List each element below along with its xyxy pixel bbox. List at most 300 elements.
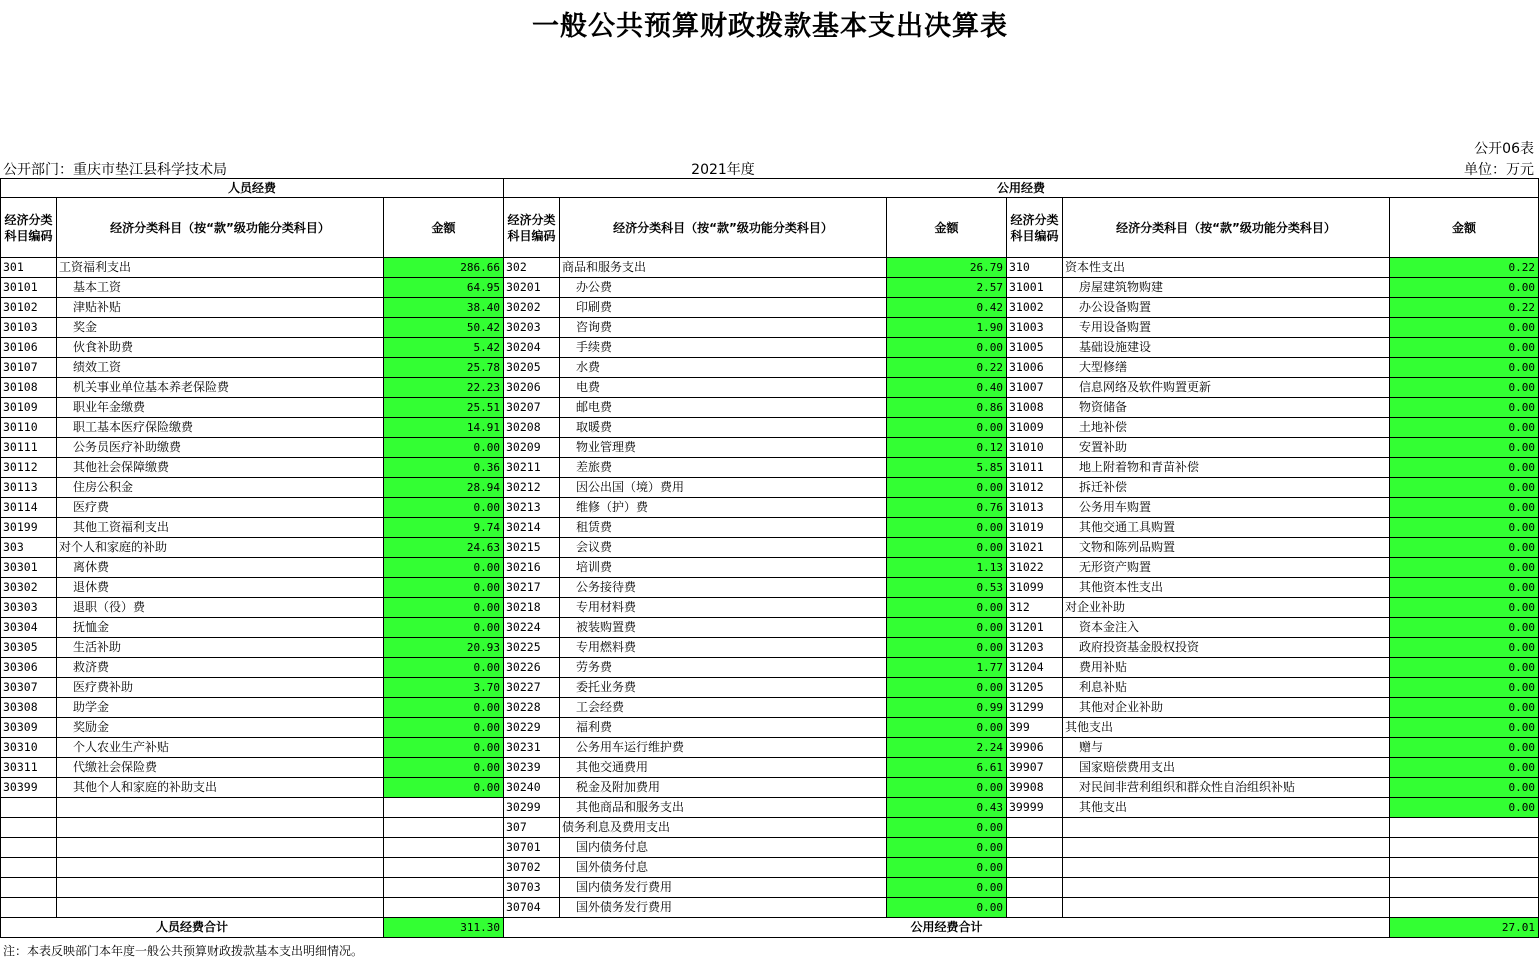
- item-name: 其他对企业补助: [1063, 698, 1390, 718]
- item-name: 专用材料费: [560, 598, 887, 618]
- item-code: 31204: [1007, 658, 1063, 678]
- item-code: 39906: [1007, 738, 1063, 758]
- item-code: 30106: [1, 338, 57, 358]
- table-row: [1, 298, 1539, 318]
- table-row: [1, 598, 1539, 618]
- item-amount: 0.00: [1390, 458, 1539, 478]
- item-name: 基础设施建设: [1063, 338, 1390, 358]
- item-code: 30202: [504, 298, 560, 318]
- item-code: 30208: [504, 418, 560, 438]
- item-name: 公务接待费: [560, 578, 887, 598]
- item-name: 会议费: [560, 538, 887, 558]
- item-code: 30228: [504, 698, 560, 718]
- item-name: 租赁费: [560, 518, 887, 538]
- item-name: 劳务费: [560, 658, 887, 678]
- item-name: 地上附着物和青苗补偿: [1063, 458, 1390, 478]
- item-name: 大型修缮: [1063, 358, 1390, 378]
- table-row: [1, 418, 1539, 438]
- item-amount: 0.76: [887, 498, 1007, 518]
- item-name: 因公出国（境）费用: [560, 478, 887, 498]
- empty-cell: [384, 898, 504, 918]
- item-name: 商品和服务支出: [560, 258, 887, 278]
- item-code: 30303: [1, 598, 57, 618]
- item-amount: 0.00: [1390, 578, 1539, 598]
- empty-cell: [1, 878, 57, 898]
- item-name: 救济费: [57, 658, 384, 678]
- item-code: 31001: [1007, 278, 1063, 298]
- item-name: 物业管理费: [560, 438, 887, 458]
- item-name: 退休费: [57, 578, 384, 598]
- item-code: 31203: [1007, 638, 1063, 658]
- col-header-amount: 金额: [887, 198, 1007, 258]
- item-amount: 22.23: [384, 378, 504, 398]
- item-amount: 2.57: [887, 278, 1007, 298]
- item-name: 助学金: [57, 698, 384, 718]
- table-row: [1, 618, 1539, 638]
- empty-cell: [57, 818, 384, 838]
- empty-cell: [57, 878, 384, 898]
- item-code: 30110: [1, 418, 57, 438]
- item-code: 30309: [1, 718, 57, 738]
- item-name: 其他交通费用: [560, 758, 887, 778]
- table-row: [1, 318, 1539, 338]
- item-code: 312: [1007, 598, 1063, 618]
- item-name: 办公费: [560, 278, 887, 298]
- table-row: [1, 758, 1539, 778]
- item-amount: 0.00: [384, 578, 504, 598]
- table-row: [1, 578, 1539, 598]
- item-code: 30101: [1, 278, 57, 298]
- item-code: 30701: [504, 838, 560, 858]
- item-code: 30704: [504, 898, 560, 918]
- item-code: 30108: [1, 378, 57, 398]
- item-code: 31299: [1007, 698, 1063, 718]
- item-amount: 0.42: [887, 298, 1007, 318]
- empty-cell: [384, 818, 504, 838]
- item-name: 对企业补助: [1063, 598, 1390, 618]
- item-amount: 0.00: [1390, 718, 1539, 738]
- item-name: 文物和陈列品购置: [1063, 538, 1390, 558]
- item-name: 水费: [560, 358, 887, 378]
- item-code: 31011: [1007, 458, 1063, 478]
- item-name: 手续费: [560, 338, 887, 358]
- item-code: 31099: [1007, 578, 1063, 598]
- personnel-total-value: 311.30: [384, 918, 504, 938]
- item-amount: 0.00: [1390, 558, 1539, 578]
- item-name: 房屋建筑物购建: [1063, 278, 1390, 298]
- item-code: 30229: [504, 718, 560, 738]
- item-name: 其他支出: [1063, 798, 1390, 818]
- col-header-code: 经济分类科目编码: [1007, 198, 1063, 258]
- item-amount: 0.00: [1390, 378, 1539, 398]
- public-total-label: 公用经费合计: [504, 918, 1390, 938]
- table-row: [1, 398, 1539, 418]
- col-header-code: 经济分类科目编码: [504, 198, 560, 258]
- empty-cell: [1390, 898, 1539, 918]
- item-amount: 0.00: [887, 678, 1007, 698]
- empty-cell: [1, 798, 57, 818]
- item-name: 债务利息及费用支出: [560, 818, 887, 838]
- item-amount: 0.00: [384, 718, 504, 738]
- item-amount: 0.00: [887, 778, 1007, 798]
- empty-cell: [384, 838, 504, 858]
- empty-cell: [1, 858, 57, 878]
- item-code: 30207: [504, 398, 560, 418]
- item-name: 离休费: [57, 558, 384, 578]
- item-code: 31006: [1007, 358, 1063, 378]
- item-name: 土地补偿: [1063, 418, 1390, 438]
- item-name: 国外债务发行费用: [560, 898, 887, 918]
- item-name: 政府投资基金股权投资: [1063, 638, 1390, 658]
- item-name: 办公设备购置: [1063, 298, 1390, 318]
- item-name: 津贴补贴: [57, 298, 384, 318]
- item-amount: 14.91: [384, 418, 504, 438]
- item-code: 30214: [504, 518, 560, 538]
- item-name: 机关事业单位基本养老保险费: [57, 378, 384, 398]
- fiscal-year: 2021年度: [691, 162, 755, 178]
- item-name: 对个人和家庭的补助: [57, 538, 384, 558]
- item-code: 39908: [1007, 778, 1063, 798]
- item-amount: 0.40: [887, 378, 1007, 398]
- item-code: 399: [1007, 718, 1063, 738]
- table-row: [1, 358, 1539, 378]
- item-amount: 5.42: [384, 338, 504, 358]
- public-total-value: 27.01: [1390, 918, 1539, 938]
- table-row: [1, 718, 1539, 738]
- item-code: 30113: [1, 478, 57, 498]
- item-code: 30231: [504, 738, 560, 758]
- empty-cell: [1390, 818, 1539, 838]
- item-name: 医疗费: [57, 498, 384, 518]
- item-name: 福利费: [560, 718, 887, 738]
- item-amount: 0.99: [887, 698, 1007, 718]
- item-code: 30199: [1, 518, 57, 538]
- item-amount: 0.00: [1390, 278, 1539, 298]
- item-name: 公务员医疗补助缴费: [57, 438, 384, 458]
- item-name: 委托业务费: [560, 678, 887, 698]
- item-name: 拆迁补偿: [1063, 478, 1390, 498]
- item-code: 301: [1, 258, 57, 278]
- item-amount: 0.36: [384, 458, 504, 478]
- empty-cell: [1063, 818, 1390, 838]
- item-name: 物资储备: [1063, 398, 1390, 418]
- item-name: 被装购置费: [560, 618, 887, 638]
- item-code: 30114: [1, 498, 57, 518]
- item-name: 赠与: [1063, 738, 1390, 758]
- item-code: 30227: [504, 678, 560, 698]
- empty-cell: [1007, 878, 1063, 898]
- item-amount: 0.22: [1390, 298, 1539, 318]
- table-row: [1, 678, 1539, 698]
- item-name: 绩效工资: [57, 358, 384, 378]
- item-amount: 0.00: [1390, 538, 1539, 558]
- item-name: 差旅费: [560, 458, 887, 478]
- item-amount: 0.00: [1390, 618, 1539, 638]
- item-name: 退职（役）费: [57, 598, 384, 618]
- item-name: 伙食补助费: [57, 338, 384, 358]
- item-amount: 0.00: [384, 738, 504, 758]
- item-code: 30107: [1, 358, 57, 378]
- item-name: 公务用车购置: [1063, 498, 1390, 518]
- item-name: 其他工资福利支出: [57, 518, 384, 538]
- col-header-name: 经济分类科目（按“款”级功能分类科目）: [1063, 198, 1390, 258]
- empty-cell: [384, 858, 504, 878]
- empty-cell: [1, 818, 57, 838]
- table-row: [1, 878, 1539, 898]
- item-code: 30103: [1, 318, 57, 338]
- item-amount: 0.00: [384, 658, 504, 678]
- item-code: 31005: [1007, 338, 1063, 358]
- item-amount: 0.00: [887, 878, 1007, 898]
- item-amount: 3.70: [384, 678, 504, 698]
- empty-cell: [1390, 878, 1539, 898]
- item-name: 其他交通工具购置: [1063, 518, 1390, 538]
- item-name: 公务用车运行维护费: [560, 738, 887, 758]
- item-amount: 0.00: [887, 338, 1007, 358]
- item-amount: 0.00: [384, 498, 504, 518]
- table-row: [1, 498, 1539, 518]
- item-amount: 9.74: [384, 518, 504, 538]
- item-code: 30311: [1, 758, 57, 778]
- item-code: 31021: [1007, 538, 1063, 558]
- footnote: 注：本表反映部门本年度一般公共预算财政拨款基本支出明细情况。: [3, 944, 364, 958]
- col-header-amount: 金额: [384, 198, 504, 258]
- item-amount: 0.00: [1390, 418, 1539, 438]
- item-amount: 0.00: [1390, 678, 1539, 698]
- item-amount: 0.00: [384, 698, 504, 718]
- item-code: 30301: [1, 558, 57, 578]
- item-amount: 1.77: [887, 658, 1007, 678]
- empty-cell: [384, 878, 504, 898]
- item-name: 专用设备购置: [1063, 318, 1390, 338]
- item-amount: 25.78: [384, 358, 504, 378]
- empty-cell: [1007, 838, 1063, 858]
- section-personnel: 人员经费: [1, 179, 504, 198]
- table-row: [1, 638, 1539, 658]
- table-row: [1, 378, 1539, 398]
- item-code: 30111: [1, 438, 57, 458]
- item-name: 其他商品和服务支出: [560, 798, 887, 818]
- item-amount: 0.00: [1390, 638, 1539, 658]
- empty-cell: [57, 838, 384, 858]
- item-amount: 25.51: [384, 398, 504, 418]
- item-amount: 0.00: [887, 818, 1007, 838]
- item-code: 30109: [1, 398, 57, 418]
- item-amount: 0.00: [887, 718, 1007, 738]
- item-amount: 0.86: [887, 398, 1007, 418]
- empty-cell: [384, 798, 504, 818]
- item-amount: 0.00: [1390, 358, 1539, 378]
- table-row: [1, 898, 1539, 918]
- item-code: 303: [1, 538, 57, 558]
- form-number: 公开06表: [1474, 141, 1534, 157]
- item-code: 30216: [504, 558, 560, 578]
- item-amount: 0.00: [887, 898, 1007, 918]
- item-code: 30212: [504, 478, 560, 498]
- item-amount: 0.53: [887, 578, 1007, 598]
- item-code: 31003: [1007, 318, 1063, 338]
- item-code: 30304: [1, 618, 57, 638]
- expenditure-table: [0, 178, 1539, 938]
- col-header-name: 经济分类科目（按“款”级功能分类科目）: [57, 198, 384, 258]
- item-code: 31201: [1007, 618, 1063, 638]
- item-name: 个人农业生产补贴: [57, 738, 384, 758]
- item-code: 39999: [1007, 798, 1063, 818]
- item-code: 302: [504, 258, 560, 278]
- item-name: 资本性支出: [1063, 258, 1390, 278]
- item-code: 30102: [1, 298, 57, 318]
- empty-cell: [1063, 898, 1390, 918]
- item-name: 工会经费: [560, 698, 887, 718]
- item-name: 对民间非营利组织和群众性自治组织补贴: [1063, 778, 1390, 798]
- item-code: 30307: [1, 678, 57, 698]
- item-name: 邮电费: [560, 398, 887, 418]
- table-row: [1, 698, 1539, 718]
- item-name: 其他支出: [1063, 718, 1390, 738]
- item-code: 30702: [504, 858, 560, 878]
- item-name: 税金及附加费用: [560, 778, 887, 798]
- item-amount: 0.00: [1390, 338, 1539, 358]
- item-code: 31013: [1007, 498, 1063, 518]
- item-amount: 28.94: [384, 478, 504, 498]
- table-row: [1, 778, 1539, 798]
- item-amount: 1.13: [887, 558, 1007, 578]
- item-name: 基本工资: [57, 278, 384, 298]
- empty-cell: [57, 898, 384, 918]
- item-amount: 1.90: [887, 318, 1007, 338]
- item-amount: 0.00: [1390, 498, 1539, 518]
- table-row: [1, 518, 1539, 538]
- item-code: 30703: [504, 878, 560, 898]
- item-code: 31022: [1007, 558, 1063, 578]
- item-code: 30213: [504, 498, 560, 518]
- item-name: 资本金注入: [1063, 618, 1390, 638]
- item-amount: 0.00: [384, 778, 504, 798]
- item-code: 30112: [1, 458, 57, 478]
- item-amount: 0.00: [887, 638, 1007, 658]
- item-code: 30211: [504, 458, 560, 478]
- item-name: 职工基本医疗保险缴费: [57, 418, 384, 438]
- item-name: 国外债务付息: [560, 858, 887, 878]
- item-code: 310: [1007, 258, 1063, 278]
- item-amount: 0.00: [1390, 478, 1539, 498]
- empty-cell: [1390, 838, 1539, 858]
- item-name: 代缴社会保险费: [57, 758, 384, 778]
- empty-cell: [57, 798, 384, 818]
- item-code: 31205: [1007, 678, 1063, 698]
- item-name: 信息网络及软件购置更新: [1063, 378, 1390, 398]
- item-amount: 0.00: [887, 518, 1007, 538]
- item-code: 30215: [504, 538, 560, 558]
- empty-cell: [1, 898, 57, 918]
- item-code: 31009: [1007, 418, 1063, 438]
- item-code: 30203: [504, 318, 560, 338]
- table-row: [1, 538, 1539, 558]
- empty-cell: [1063, 838, 1390, 858]
- item-name: 抚恤金: [57, 618, 384, 638]
- item-amount: 0.00: [384, 618, 504, 638]
- item-name: 费用补贴: [1063, 658, 1390, 678]
- item-amount: 0.00: [1390, 438, 1539, 458]
- item-code: 307: [504, 818, 560, 838]
- item-name: 住房公积金: [57, 478, 384, 498]
- department-label: 公开部门：重庆市垫江县科学技术局: [3, 162, 227, 178]
- item-code: 30305: [1, 638, 57, 658]
- item-code: 31012: [1007, 478, 1063, 498]
- item-code: 30206: [504, 378, 560, 398]
- item-name: 国内债务付息: [560, 838, 887, 858]
- table-row: [1, 458, 1539, 478]
- item-name: 国家赔偿费用支出: [1063, 758, 1390, 778]
- table-row: [1, 858, 1539, 878]
- item-code: 30201: [504, 278, 560, 298]
- empty-cell: [1390, 858, 1539, 878]
- table-row: [1, 738, 1539, 758]
- item-amount: 0.00: [887, 618, 1007, 638]
- item-code: 30240: [504, 778, 560, 798]
- item-amount: 0.00: [1390, 798, 1539, 818]
- item-amount: 0.00: [887, 478, 1007, 498]
- item-amount: 0.00: [1390, 738, 1539, 758]
- empty-cell: [1, 838, 57, 858]
- item-name: 医疗费补助: [57, 678, 384, 698]
- item-amount: 0.00: [887, 858, 1007, 878]
- item-name: 职业年金缴费: [57, 398, 384, 418]
- col-header-name: 经济分类科目（按“款”级功能分类科目）: [560, 198, 887, 258]
- item-name: 工资福利支出: [57, 258, 384, 278]
- table-row: [1, 278, 1539, 298]
- table-row: [1, 438, 1539, 458]
- item-name: 国内债务发行费用: [560, 878, 887, 898]
- item-amount: 0.00: [887, 538, 1007, 558]
- table-row: [1, 798, 1539, 818]
- col-header-amount: 金额: [1390, 198, 1539, 258]
- item-code: 30205: [504, 358, 560, 378]
- item-amount: 64.95: [384, 278, 504, 298]
- personnel-total-label: 人员经费合计: [1, 918, 384, 938]
- section-public: 公用经费: [504, 179, 1539, 198]
- table-row: [1, 558, 1539, 578]
- table-row: [1, 338, 1539, 358]
- item-amount: 0.00: [384, 558, 504, 578]
- item-amount: 26.79: [887, 258, 1007, 278]
- unit-label: 单位：万元: [1464, 162, 1534, 178]
- item-amount: 2.24: [887, 738, 1007, 758]
- item-code: 30224: [504, 618, 560, 638]
- empty-cell: [1007, 858, 1063, 878]
- item-amount: 0.43: [887, 798, 1007, 818]
- item-code: 30225: [504, 638, 560, 658]
- item-amount: 0.00: [1390, 758, 1539, 778]
- item-amount: 6.61: [887, 758, 1007, 778]
- empty-cell: [1007, 898, 1063, 918]
- item-code: 30299: [504, 798, 560, 818]
- empty-cell: [1063, 878, 1390, 898]
- item-code: 30204: [504, 338, 560, 358]
- item-code: 39907: [1007, 758, 1063, 778]
- item-code: 30302: [1, 578, 57, 598]
- item-amount: 0.22: [1390, 258, 1539, 278]
- item-code: 30308: [1, 698, 57, 718]
- item-amount: 0.00: [1390, 658, 1539, 678]
- empty-cell: [1063, 858, 1390, 878]
- item-name: 取暖费: [560, 418, 887, 438]
- item-name: 奖金: [57, 318, 384, 338]
- item-code: 31019: [1007, 518, 1063, 538]
- item-code: 30306: [1, 658, 57, 678]
- item-name: 咨询费: [560, 318, 887, 338]
- item-amount: 0.00: [384, 598, 504, 618]
